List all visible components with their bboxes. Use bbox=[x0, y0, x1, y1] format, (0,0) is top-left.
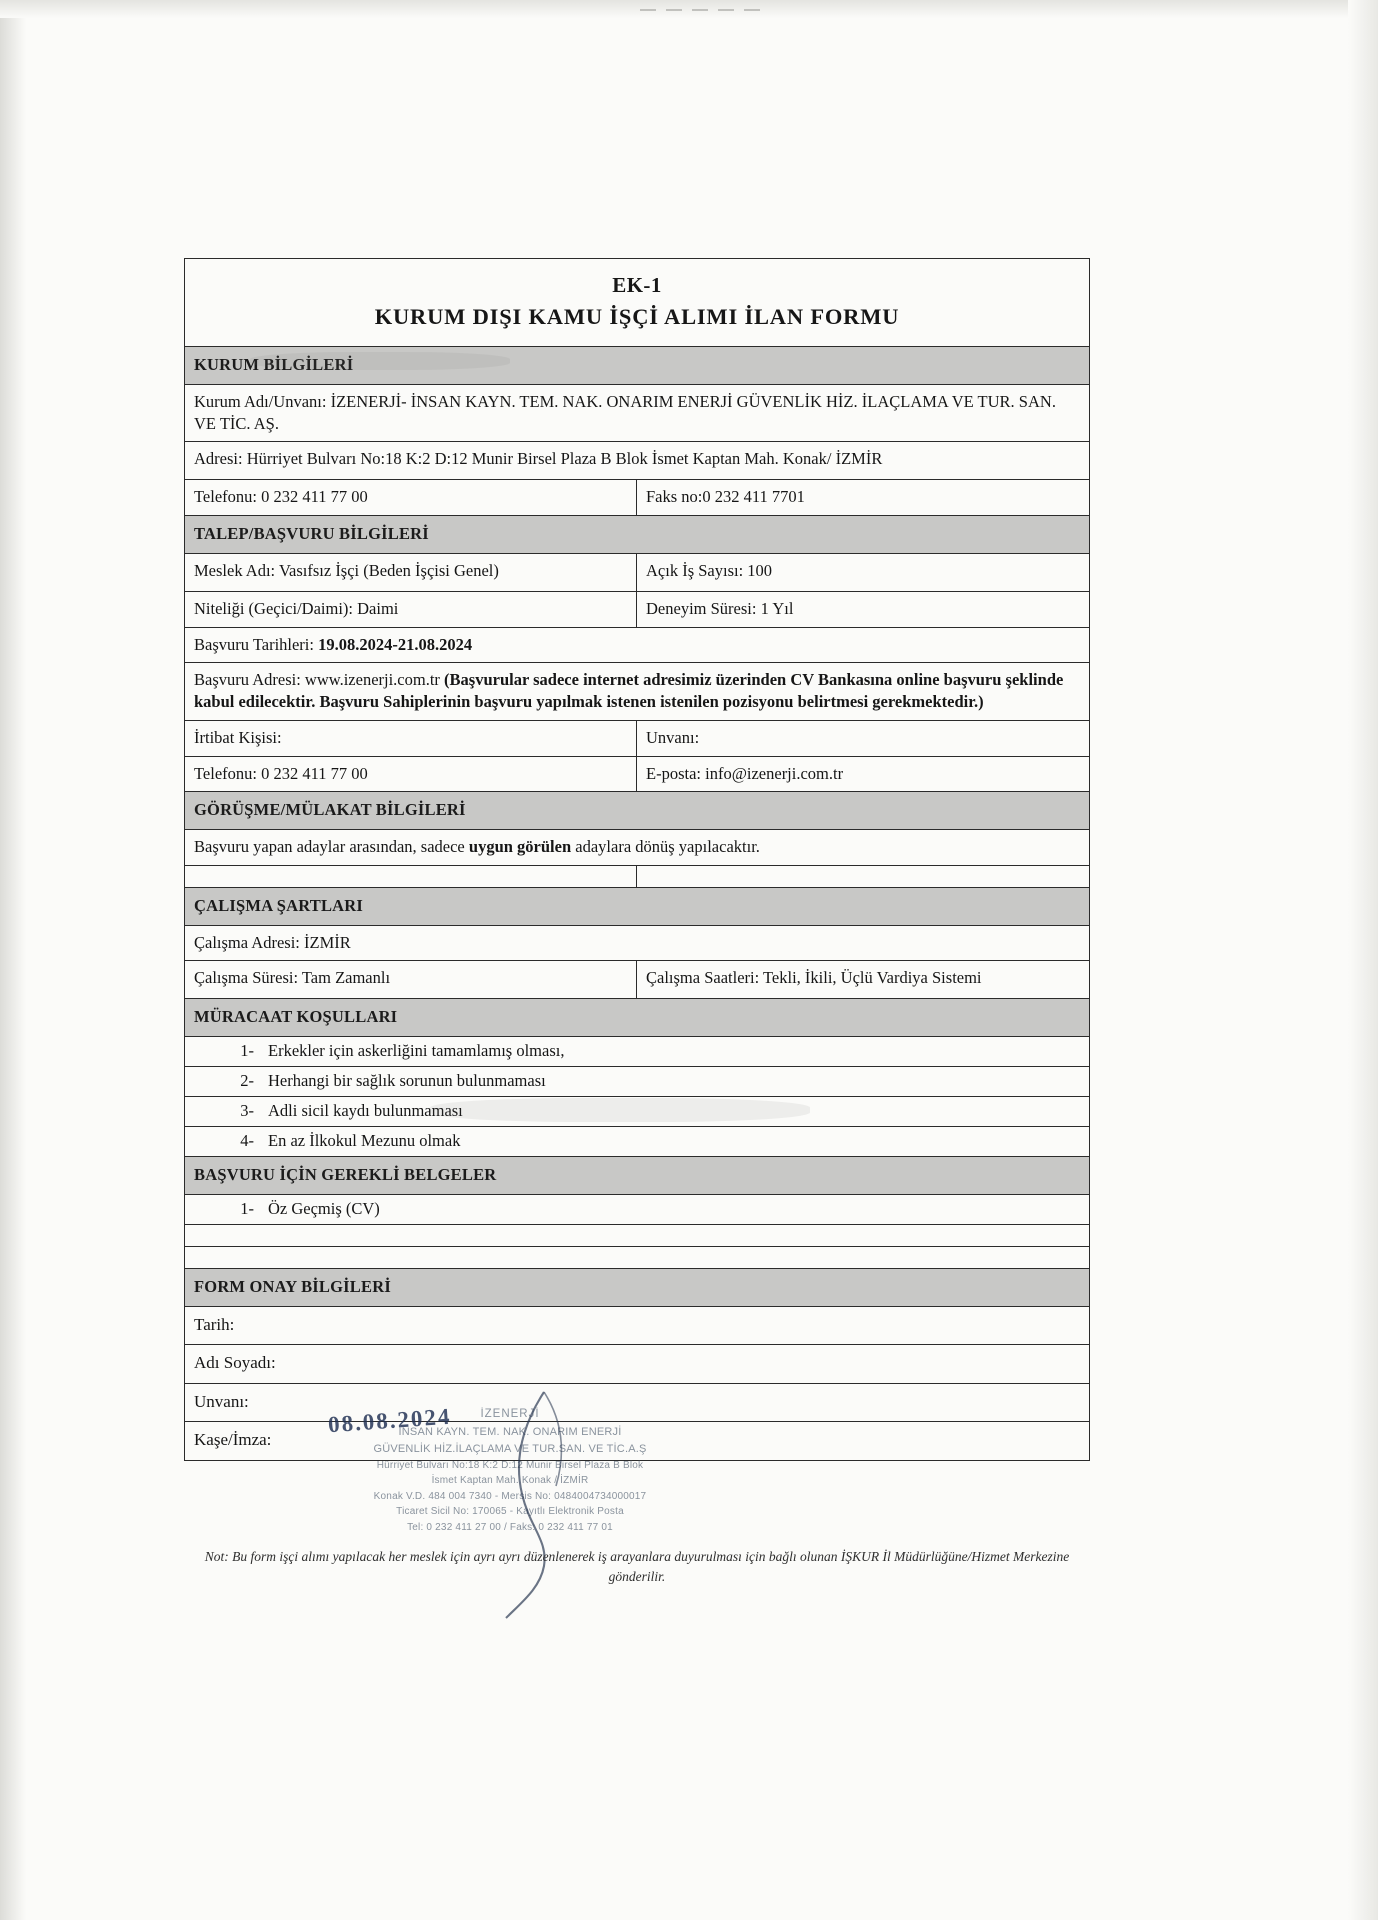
telefon-value: Telefonu: 0 232 411 77 00 bbox=[185, 480, 637, 515]
form-title: KURUM DIŞI KAMU İŞÇİ ALIMI İLAN FORMU bbox=[374, 304, 900, 329]
section-header-muracaat bbox=[185, 999, 1089, 1037]
stamp-line-4: Hürriyet Bulvarı No:18 K:2 D:12 Munir Birsel Plaza B Blok bbox=[376, 1459, 644, 1471]
calisma-saatleri-value: Çalışma Saatleri: Tekli, İkili, Üçlü Vardiya Sistemi bbox=[646, 968, 982, 988]
adi-soyadi-value bbox=[355, 1345, 1089, 1382]
stamp-line-3: GÜVENLİK HİZ.İLAÇLAMA VE TUR.SAN. VE TİC.A.Ş bbox=[373, 1442, 647, 1455]
stamp-line-8: Tel: 0 232 411 27 00 / Faks: 0 232 411 77 01 bbox=[407, 1521, 613, 1533]
onay-unvani-label: Unvanı: bbox=[194, 1391, 249, 1411]
section-header-calisma bbox=[185, 888, 1089, 926]
stamp-line-6: Konak V.D. 484 004 7340 - Mersis No: 0484004734000017 bbox=[373, 1490, 647, 1502]
section-header-belgeler bbox=[185, 1157, 1089, 1195]
calisma-suresi-value: Çalışma Süresi: Tam Zamanlı bbox=[185, 961, 637, 998]
row-meslek-acikis bbox=[185, 554, 1089, 592]
row-basvuru-adresi bbox=[185, 663, 1089, 721]
deneyim-suresi-value: Deneyim Süresi: 1 Yıl bbox=[646, 598, 794, 618]
row-tarih bbox=[185, 1307, 1089, 1345]
row-irtibat-unvan bbox=[185, 721, 1089, 757]
list-item bbox=[185, 1037, 1089, 1067]
scan-artifact-dash bbox=[640, 9, 760, 11]
meslek-adi-value: Meslek Adı: Vasıfsız İşçi (Beden İşçisi Genel) bbox=[185, 554, 637, 591]
form-code: EK-1 bbox=[612, 273, 662, 297]
section-header-talep bbox=[185, 516, 1089, 554]
list-item-number: 2- bbox=[240, 1071, 254, 1091]
list-item-number: 1- bbox=[240, 1041, 254, 1061]
gorusme-text-bold: uygun görülen bbox=[468, 837, 572, 857]
job-posting-form bbox=[184, 258, 1090, 1461]
section-title-kurum: KURUM BİLGİLERİ bbox=[185, 347, 1089, 384]
row-adi-soyadi bbox=[185, 1345, 1089, 1383]
row-spacer-2 bbox=[185, 1225, 1089, 1247]
scan-edge-left bbox=[0, 0, 26, 1920]
list-item-text: Herhangi bir sağlık sorunun bulunmaması bbox=[268, 1071, 546, 1091]
eposta-value: E-posta: info@izenerji.com.tr bbox=[646, 763, 844, 783]
stamp-line-7: Ticaret Sicil No: 170065 - Kayıtlı Elektronik Posta bbox=[396, 1506, 624, 1518]
list-item-text: Erkekler için askerliğini tamamlamış olması, bbox=[268, 1041, 565, 1061]
row-spacer-1 bbox=[185, 866, 1089, 888]
tarih-label: Tarih: bbox=[194, 1314, 235, 1334]
gorusme-text-suffix: adaylara dönüş yapılacaktır. bbox=[571, 837, 760, 857]
adres-value: Adresi: Hürriyet Bulvarı No:18 K:2 D:12 Munir Birsel Plaza B Blok İsmet Kaptan Mah. Konak/ İZMİR bbox=[194, 449, 883, 469]
basvuru-tarihleri-label: Başvuru Tarihleri: bbox=[194, 634, 319, 654]
section-title-belgeler: BAŞVURU İÇİN GEREKLİ BELGELER bbox=[185, 1157, 1089, 1194]
gorusme-text-prefix: Başvuru yapan adaylar arasından, sadece bbox=[194, 837, 469, 857]
company-stamp bbox=[300, 1403, 720, 1535]
list-item-text: Adli sicil kaydı bulunmaması bbox=[268, 1101, 463, 1121]
list-item bbox=[185, 1127, 1089, 1157]
spacer-left-1 bbox=[185, 866, 637, 887]
section-title-muracaat: MÜRACAAT KOŞULLARI bbox=[185, 999, 1089, 1036]
spacer-right-1 bbox=[637, 866, 1089, 887]
stamp-line-5: İsmet Kaptan Mah. Konak / İZMİR bbox=[431, 1475, 589, 1487]
unvani-label: Unvanı: bbox=[646, 727, 700, 747]
basvuru-adresi-note: (Başvurular sadece internet adresimiz üzerinden CV Bankasına online başvuru şeklinde kabul edilecektir. Başvuru Sahiplerinin başvuru yapılmak istenen istenilen pozisyonu belirtmesi gerekmektedir.) bbox=[194, 670, 1064, 712]
list-item-number: 1- bbox=[240, 1199, 254, 1219]
spacer-3 bbox=[185, 1247, 1089, 1268]
tarih-value bbox=[355, 1307, 1089, 1344]
row-telefon-faks bbox=[185, 480, 1089, 516]
section-title-gorusme: GÖRÜŞME/MÜLAKAT BİLGİLERİ bbox=[185, 792, 1089, 829]
niteligi-value: Niteliği (Geçici/Daimi): Daimi bbox=[185, 592, 637, 627]
stamp-line-2: İNSAN KAYN. TEM. NAK. ONARIM ENERJİ bbox=[398, 1425, 622, 1438]
irtibat-kisisi-label: İrtibat Kişisi: bbox=[185, 721, 637, 756]
list-item-text: En az İlkokul Mezunu olmak bbox=[268, 1131, 461, 1151]
section-header-onay bbox=[185, 1269, 1089, 1307]
section-title-talep: TALEP/BAŞVURU BİLGİLERİ bbox=[185, 516, 1089, 553]
row-basvuru-tarihleri bbox=[185, 628, 1089, 664]
adi-soyadi-label: Adı Soyadı: bbox=[194, 1353, 276, 1373]
calisma-adresi-value: Çalışma Adresi: İZMİR bbox=[194, 932, 351, 952]
row-kurum-adi bbox=[185, 385, 1089, 443]
basvuru-adresi bbox=[185, 663, 1089, 720]
basvuru-tarihleri-value: 19.08.2024-21.08.2024 bbox=[318, 634, 473, 654]
row-telefon-eposta bbox=[185, 757, 1089, 793]
row-nitelik-deneyim bbox=[185, 592, 1089, 628]
talep-telefon-value: Telefonu: 0 232 411 77 00 bbox=[185, 757, 637, 792]
list-item-text: Öz Geçmiş (CV) bbox=[268, 1199, 380, 1219]
stamp-line-1: İZENERJİ bbox=[480, 1408, 540, 1420]
handwritten-date: 08.08.2024 bbox=[327, 1403, 453, 1438]
list-item bbox=[185, 1097, 1089, 1127]
basvuru-tarihleri bbox=[185, 628, 1089, 663]
kurum-adi-value: Kurum Adı/Unvanı: İZENERJİ- İNSAN KAYN. TEM. NAK. ONARIM ENERJİ GÜVENLİK HİZ. İLAÇLAMA VE TUR. SAN. VE TİC. AŞ. bbox=[194, 391, 1056, 433]
gorusme-text bbox=[185, 830, 1089, 865]
row-adres bbox=[185, 442, 1089, 480]
scan-edge-right bbox=[1348, 0, 1378, 1920]
row-spacer-3 bbox=[185, 1247, 1089, 1269]
form-title-block bbox=[185, 259, 1089, 347]
row-calisma-adresi bbox=[185, 926, 1089, 962]
section-title-calisma: ÇALIŞMA ŞARTLARI bbox=[185, 888, 1089, 925]
section-header-kurum bbox=[185, 347, 1089, 385]
section-title-onay: FORM ONAY BİLGİLERİ bbox=[185, 1269, 1089, 1306]
list-item bbox=[185, 1195, 1089, 1225]
list-item bbox=[185, 1067, 1089, 1097]
acik-is-sayisi-value: Açık İş Sayısı: 100 bbox=[646, 560, 773, 580]
row-calisma-suresi-saatleri bbox=[185, 961, 1089, 999]
spacer-2 bbox=[185, 1225, 1089, 1246]
faks-value: Faks no:0 232 411 7701 bbox=[646, 487, 805, 507]
list-item-number: 3- bbox=[240, 1101, 254, 1121]
kase-imza-label: Kaşe/İmza: bbox=[194, 1430, 272, 1450]
form-footer-note: Not: Bu form işçi alımı yapılacak her meslek için ayrı ayrı düzenlenerek iş arayanlara duyurulması için bağlı olunan İŞKUR İl Müdürlüğüne/Hizmet Merkezine gönderilir. bbox=[204, 1549, 1070, 1585]
list-item-number: 4- bbox=[240, 1131, 254, 1151]
basvuru-adresi-prefix: Başvuru Adresi: www.izenerji.com.tr bbox=[194, 670, 445, 690]
row-gorusme-text bbox=[185, 830, 1089, 866]
section-header-gorusme bbox=[185, 792, 1089, 830]
